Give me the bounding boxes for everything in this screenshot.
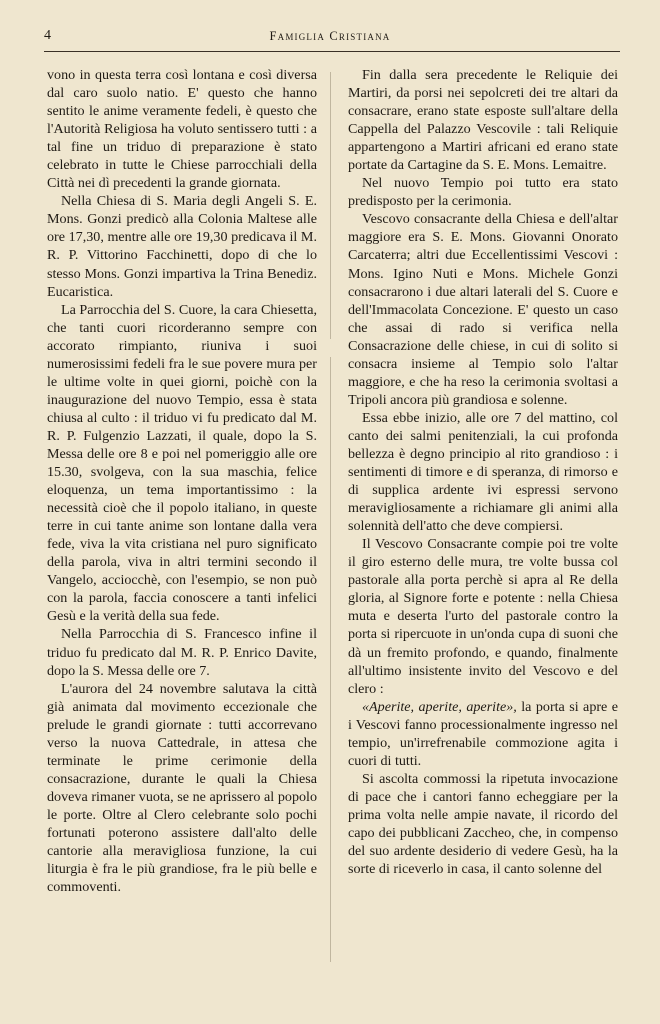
paragraph-acclamation bbox=[348, 698, 618, 770]
latin-acclamation: «Aperite, aperite, aperite», bbox=[362, 698, 517, 715]
paragraph: Nella Chiesa di S. Maria degli Angeli S. E. Mons. Gonzi predicò alla Colonia Maltese alle ore 17,30, mentre alle ore 19,30 predicava il M. R. P. Vittorino Facchinetti, dopo di che lo stesso Mons. Gonzi impartiva la Trina Benediz. Eucaristica. bbox=[47, 193, 317, 300]
paragraph: L'aurora del 24 novembre salutava la città già animata dal movimento eccezionale che prelude le grandi giornate : tutti accorrevano verso la nuova Cattedrale, in attesa che terminate le prime cerimonie della consacrazione, durante le quali la Chiesa doveva rimaner vuota, se ne aprissero al popolo le porte. Oltre al Clero celebrante solo pochi fortunati poterono assistere dall'alto delle cantorie alla meravigliosa funzione, la cui liturgia è fra le più grandiose, fra le più belle e commoventi. bbox=[47, 680, 317, 896]
paragraph: Fin dalla sera precedente le Reliquie dei Martiri, da porsi nei sepolcreti dei tre altari da consacrare, erano state esposte sull'altare della Cappella del Palazzo Vescovile : tali Reliquie appartengono a Martiri africani ed erano state portate da Cartagine da S. E. Mons. Lemaitre. bbox=[348, 67, 618, 174]
header-rule bbox=[44, 51, 620, 52]
paragraph: Il Vescovo Consacrante compie poi tre volte il giro esterno delle mura, tre volte bussa col pastorale alla porta perchè si apra al Re della gloria, al Signore forte e potente : nella Chiesa muta e deserta l'urto del pastorale contro la porta si ripercuote in un'onda cupa di suoni che dà un fremito profondo, e quando, finalmente all'ultimo insistente invito del Vescovo e del clero : bbox=[348, 536, 618, 697]
paragraph: Vescovo consacrante della Chiesa e dell'altar maggiore era S. E. Mons. Giovanni Onorato Carcaterra; altri due Eccellentissimi Vescovi : Mons. Igino Nuti e Mons. Michele Gonzi consacrarono i due altari laterali del S. Cuore e dell'Immacolata Concezione. E' questo un caso che assai di rado si verifica nella Consacrazione delle chiese, in cui di solito si consacra insieme al Tempio solo l'altar maggiore, e che ha reso la cerimonia svoltasi a Tripoli ancora più grandiosa e solenne. bbox=[348, 211, 618, 408]
running-title: Famiglia Cristiana bbox=[269, 29, 391, 43]
paragraph: Nella Parrocchia di S. Francesco infine il triduo fu predicato dal M. R. P. Enrico Davite, dopo la S. Messa delle ore 7. bbox=[47, 626, 317, 679]
page-number: 4 bbox=[44, 28, 51, 43]
column-divider bbox=[330, 72, 331, 962]
paragraph: La Parrocchia del S. Cuore, la cara Chiesetta, che tanti cuori ricorderanno sempre con accorato rimpianto, riuniva i suoi numerosissimi fedeli fra le sue povere mura per le ultime volte in quei giorni, poichè con la inaugurazione del nuovo Tempio, essa è stata chiusa al culto : il triduo vi fu predicato dal M. R. P. Fulgenzio Lazzati, il quale, dopo la S. Messa delle ore 8 e poi nel pomeriggio alle ore 15.30, svolgeva, con la sua maschia, felice eloquenza, un tema importantissimo : la necessità cioè che il popolo italiano, in queste terre in cui tante anime son lontane dalla vera fede, viva la vita cristiana nel puro significato della parola, viva in altri termini secondo il Vangelo, acciocchè, con l'esempio, se non può con la parola, faccia conoscere a tanti infelici Gesù e la verità della sua fede. bbox=[47, 301, 317, 625]
paragraph-text: la porta si apre e i Vescovi fanno processionalmente ingresso nel tempio, un'irrefrenabile commozione agita i cuori di tutti. bbox=[348, 698, 618, 769]
right-column bbox=[348, 66, 618, 878]
paragraph: Nel nuovo Tempio poi tutto era stato predisposto per la cerimonia. bbox=[348, 175, 618, 210]
paragraph: vono in questa terra così lontana e così diversa dal caro suolo natio. E' questo che hanno sentito le anime veramente fedeli, è questo che l'Autorità Religiosa ha voluto sentissero tutti : a tal fine un triduo di preparazione è stato celebrato in tutte le Chiese parrocchiali della Città nei dì precedenti la grande giornata. bbox=[47, 67, 317, 192]
paragraph: Essa ebbe inizio, alle ore 7 del mattino, col canto dei salmi penitenziali, la cui profonda bellezza è degno principio al rito grandioso : i sentimenti di timore e di speranza, di rimorso e di supplica ardente ivi espressi servono meravigliosamente a richiamare gli animi alla solennità dell'atto che deve compiersi. bbox=[348, 409, 618, 535]
left-column bbox=[47, 66, 317, 896]
paragraph: Si ascolta commossi la ripetuta invocazione di pace che i cantori fanno echeggiare per la prima volta nelle ampie navate, il ricordo del capo dei pubblicani Zaccheo, che, in compenso del suo ardente desiderio di vedere Gesù, ha la sorte di riceverlo in casa, il canto solenne del bbox=[348, 770, 618, 878]
